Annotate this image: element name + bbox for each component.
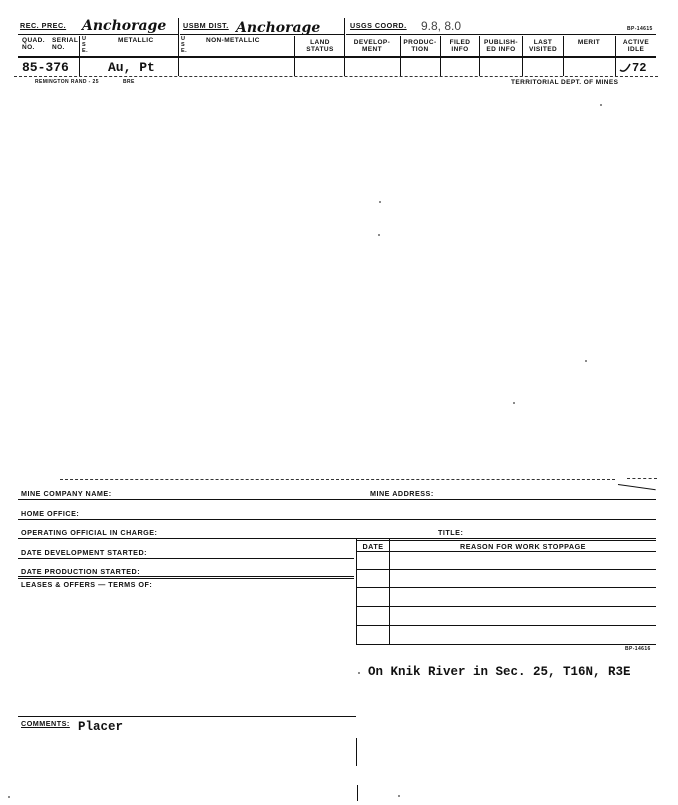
col-merit: MERIT: [577, 39, 601, 46]
title-label: TITLE:: [438, 528, 464, 537]
col-quad-no: QUAD. NO.: [22, 37, 45, 51]
operating-official-label: OPERATING OFFICIAL IN CHARGE:: [21, 528, 158, 537]
usbm-dist-value: Anchorage: [236, 20, 321, 36]
check-mark-icon: [618, 60, 632, 74]
leases-offers-label: LEASES & OFFERS — TERMS OF:: [21, 580, 153, 589]
date-column-header: DATE: [362, 542, 384, 551]
reason-column-header: REASON FOR WORK STOPPAGE: [460, 542, 586, 551]
col-filed-info: FILED INFO: [449, 39, 471, 53]
comments-value: Placer: [78, 720, 124, 734]
col-production: PRODUC- TION: [403, 39, 437, 53]
col-published-info: PUBLISH- ED INFO: [484, 39, 518, 53]
metallic-value: Au, Pt: [108, 60, 155, 75]
quad-serial-value: 85-376: [22, 60, 69, 75]
col-metallic: METALLIC: [118, 37, 154, 44]
date-production-label: DATE PRODUCTION STARTED:: [21, 567, 141, 576]
usbm-dist-label: USBM DIST.: [183, 21, 229, 30]
usgs-coord-label: USGS COORD.: [350, 21, 407, 30]
mine-address-label: MINE ADDRESS:: [370, 489, 434, 498]
date-development-label: DATE DEVELOPMENT STARTED:: [21, 548, 148, 557]
col-active-idle: ACTIVE IDLE: [622, 39, 650, 53]
col-last-visited: LAST VISITED: [528, 39, 558, 53]
col-use-metallic: U S E.: [82, 36, 88, 54]
department-imprint: TERRITORIAL DEPT. OF MINES: [511, 79, 619, 86]
usgs-coord-value: 9.8, 8.0: [421, 19, 462, 33]
col-use-nonmetallic: U S E.: [181, 36, 187, 54]
rec-prec-value: Anchorage: [82, 18, 167, 34]
form-number-bottom: BP-14616: [625, 646, 651, 652]
col-non-metallic: NON-METALLIC: [206, 37, 260, 44]
printer-code: BRE: [123, 79, 135, 85]
col-land-status: LAND STATUS: [306, 39, 334, 53]
form-number-top: BP-14615: [627, 26, 653, 32]
rec-prec-label: REC. PREC.: [20, 21, 67, 30]
active-idle-value: 72: [632, 61, 647, 75]
printer-imprint: REMINGTON RAND - 25: [35, 79, 99, 85]
home-office-label: HOME OFFICE:: [21, 509, 80, 518]
col-development: DEVELOP- MENT: [353, 39, 391, 53]
location-note: On Knik River in Sec. 25, T16N, R3E: [368, 665, 631, 679]
active-idle-mark: [618, 60, 632, 76]
comments-label: COMMENTS:: [21, 719, 70, 728]
col-serial-no: SERIAL NO.: [52, 37, 79, 51]
mine-company-name-label: MINE COMPANY NAME:: [21, 489, 112, 498]
